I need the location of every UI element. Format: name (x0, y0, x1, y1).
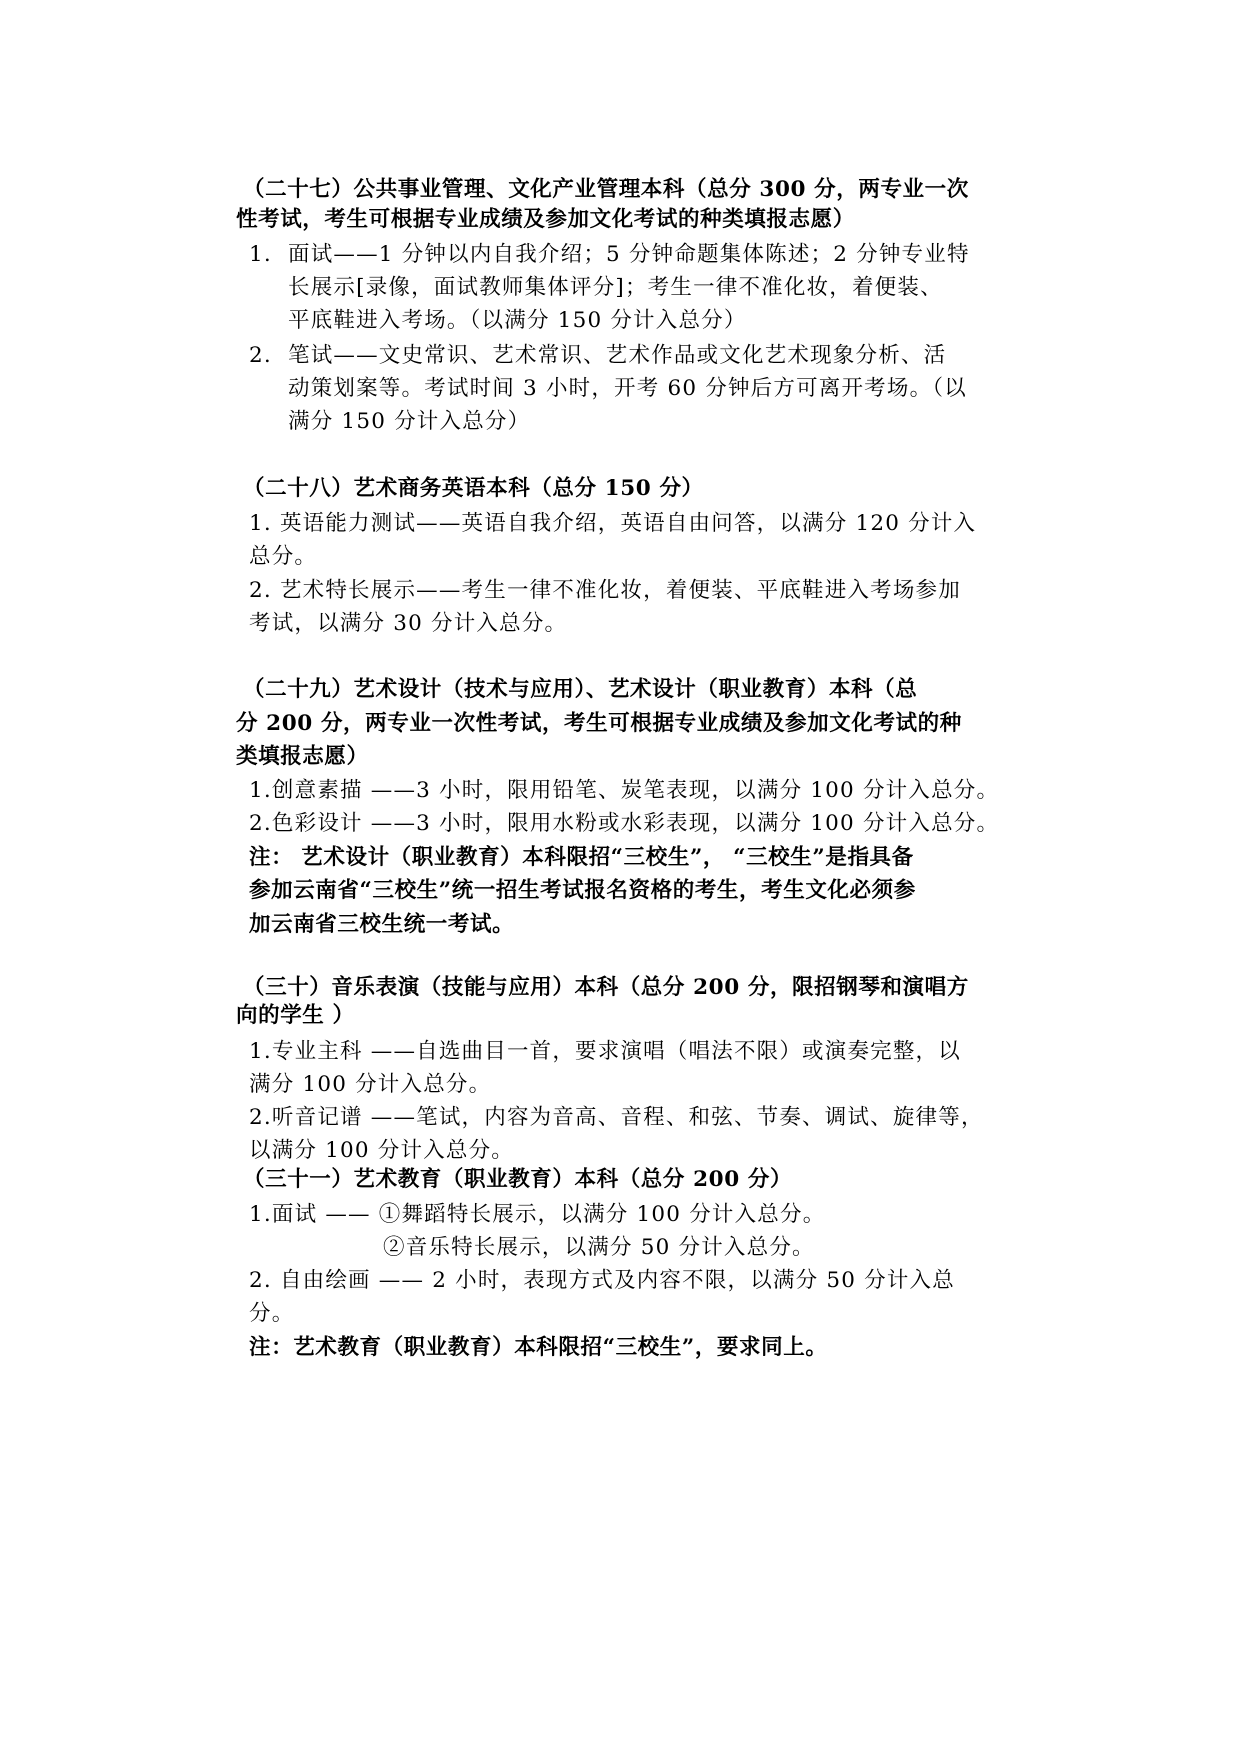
section-30-heading-line-1: （三十）音乐表演（技能与应用）本科（总分 200 分，限招钢琴和演唱方 (243, 975, 969, 1000)
section-31-item-2-line-1: 2. 自由绘画 —— 2 小时，表现方式及内容不限，以满分 50 分计入总 (249, 1268, 955, 1293)
section-30-item-1-line-1: 1.专业主科 ——自选曲目一首，要求演唱（唱法不限）或演奏完整，以 (249, 1039, 961, 1064)
section-30-heading-line-2: 向的学生 ） (236, 1003, 355, 1028)
section-27-item-2-line-1: 笔试——文史常识、艺术常识、艺术作品或文化艺术现象分析、活 (288, 343, 947, 368)
section-29-heading-line-2: 分 200 分，两专业一次性考试，考生可根据专业成绩及参加文化考试的种 (236, 711, 962, 736)
section-28-item-2-line-2: 考试，以满分 30 分计入总分。 (249, 611, 568, 636)
section-27-item-1-line-1: 面试——1 分钟以内自我介绍；5 分钟命题集体陈述；2 分钟专业特 (288, 242, 970, 267)
section-28-item-1-line-2: 总分。 (249, 544, 318, 569)
section-30-item-2-line-2: 以满分 100 分计入总分。 (249, 1138, 515, 1163)
section-27-item-2-number: 2. (249, 343, 272, 368)
section-29-item-2: 2.色彩设计 ——3 小时，限用水粉或水彩表现，以满分 100 分计入总分。 (249, 811, 1000, 836)
section-29-note-line-2: 参加云南省“三校生”统一招生考试报名资格的考生，考生文化必须参 (249, 878, 916, 903)
section-29-note-line-1: 注： 艺术设计（职业教育）本科限招“三校生”， “三校生”是指具备 (249, 845, 914, 870)
section-29-heading-line-3: 类填报志愿） (236, 744, 369, 769)
section-29-note-line-3: 加云南省三校生统一考试。 (249, 912, 515, 937)
section-27-heading-line-1: （二十七）公共事业管理、文化产业管理本科（总分 300 分，两专业一次 (243, 177, 969, 202)
section-27-item-1-line-2: 长展示[录像，面试教师集体评分]；考生一律不准化妆，着便装、 (288, 275, 943, 300)
section-30-item-2-line-1: 2.听音记谱 ——笔试，内容为音高、音程、和弦、节奏、调试、旋律等， (249, 1105, 984, 1130)
section-30-item-1-line-2: 满分 100 分计入总分。 (249, 1072, 492, 1097)
section-28-item-1-line-1: 1. 英语能力测试——英语自我介绍，英语自由问答，以满分 120 分计入 (249, 511, 977, 536)
section-31-item-2-line-2: 分。 (249, 1301, 295, 1326)
section-27-item-1-number: 1. (249, 242, 272, 267)
section-31-note: 注：艺术教育（职业教育）本科限招“三校生”，要求同上。 (249, 1335, 828, 1360)
section-28-heading: （二十八）艺术商务英语本科（总分 150 分） (243, 476, 704, 501)
section-31-item-1-line-2: ②音乐特长展示，以满分 50 分计入总分。 (383, 1235, 815, 1260)
section-29-item-1: 1.创意素描 ——3 小时，限用铅笔、炭笔表现，以满分 100 分计入总分。 (249, 778, 1000, 803)
section-27-item-2-line-2: 动策划案等。考试时间 3 小时，开考 60 分钟后方可离开考场。（以 (288, 376, 967, 401)
section-27-item-2-line-3: 满分 150 分计入总分） (288, 409, 531, 434)
section-28-item-2-line-1: 2. 艺术特长展示——考生一律不准化妆，着便装、平底鞋进入考场参加 (249, 578, 961, 603)
section-27-heading-line-2: 性考试，考生可根据专业成绩及参加文化考试的种类填报志愿） (236, 207, 855, 232)
section-27-item-1-line-3: 平底鞋进入考场。（以满分 150 分计入总分） (288, 308, 747, 333)
section-31-heading: （三十一）艺术教育（职业教育）本科（总分 200 分） (243, 1167, 793, 1192)
section-29-heading-line-1: （二十九）艺术设计（技术与应用）、艺术设计（职业教育）本科（总 (243, 677, 918, 702)
section-31-item-1-line-1: 1.面试 —— ①舞蹈特长展示，以满分 100 分计入总分。 (249, 1202, 826, 1227)
